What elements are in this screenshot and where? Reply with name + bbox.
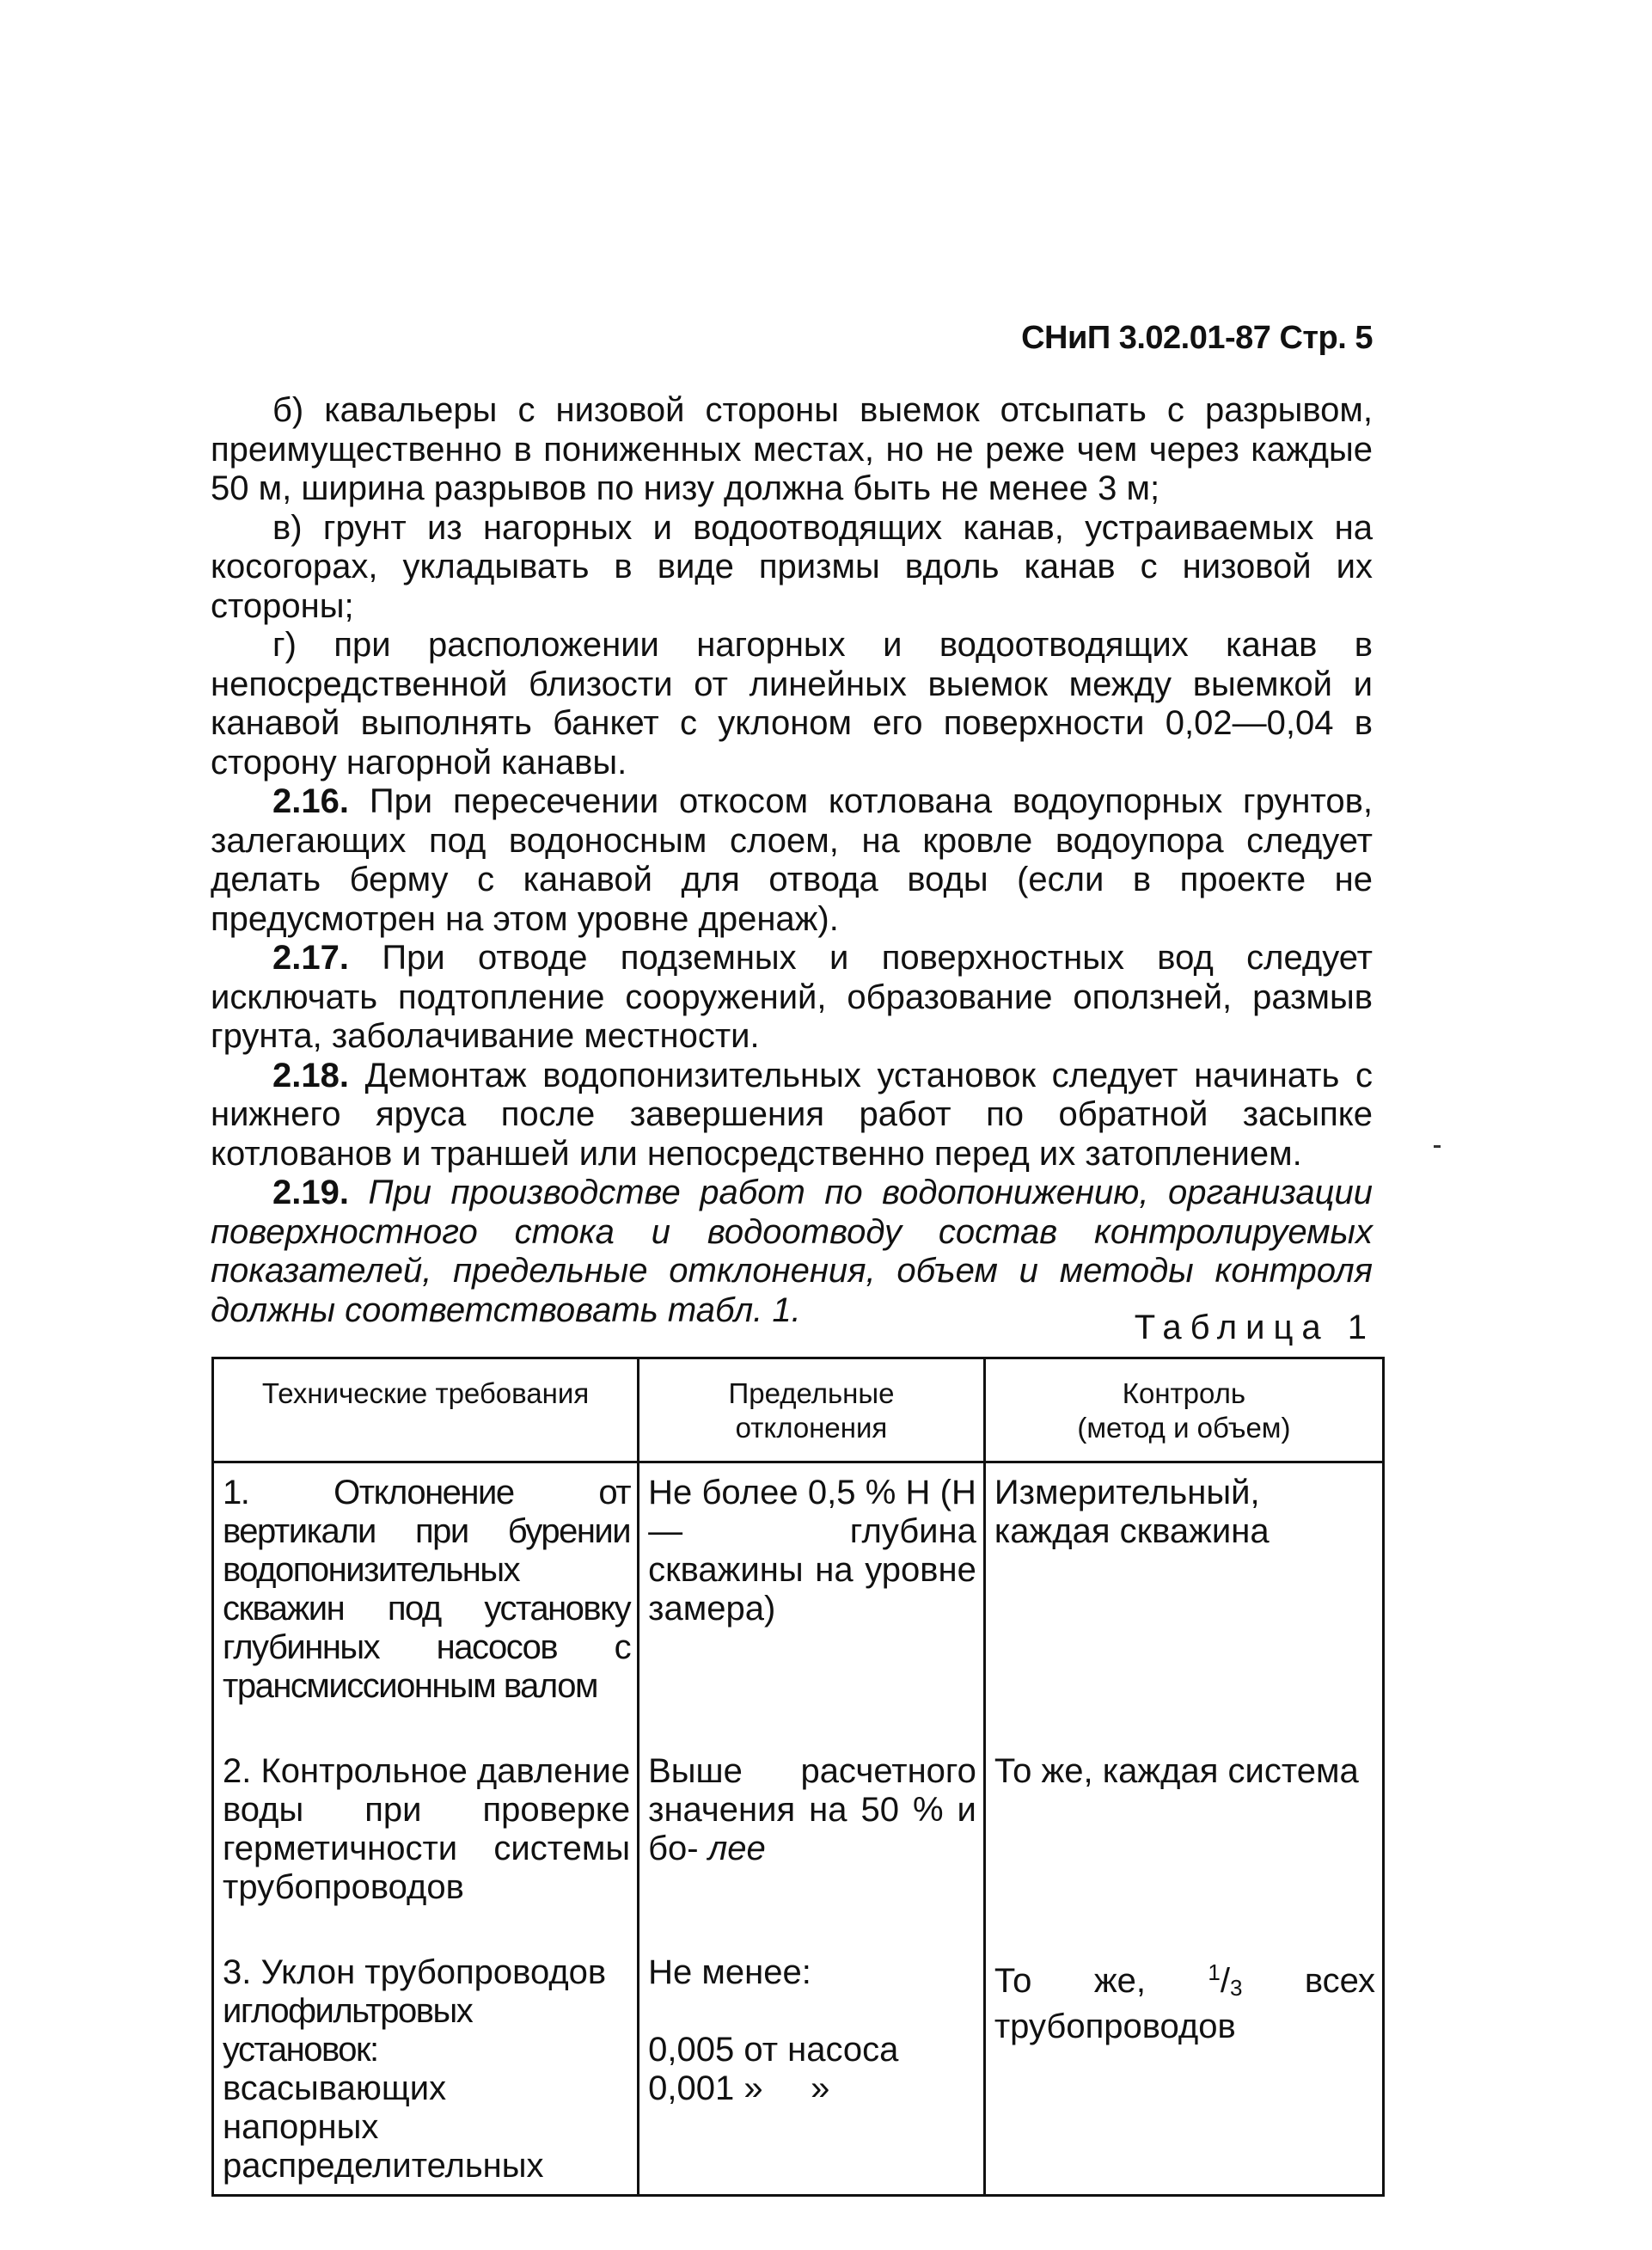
header-text: (метод и объем) (1077, 1412, 1291, 1444)
blank-line (648, 1992, 976, 2031)
fraction-numerator: 1 (1208, 1959, 1221, 1985)
table-row (213, 1462, 1384, 1743)
paragraph-number: 2.19. (272, 1174, 349, 1211)
cell-control: То же, каждая система (984, 1742, 1383, 1943)
cell-deviation (639, 1742, 985, 1943)
paragraph-text: Демонтаж водопонизительных установок следует начинать с нижнего яруса после завершения работ по обратной засыпке котлованов и траншей или непосредственно перед их затоплением. (211, 1056, 1373, 1173)
requirement-line: напорных распределительных (223, 2108, 544, 2185)
paragraph-v: в) грунт из нагорных и водоотводящих канав, устраиваемых на косогорах, укладывать в виде призмы вдоль канав с низовой их стороны; (211, 508, 1373, 625)
paragraph-text: При пересечении откосом котлована водоупорных грунтов, залегающих под водоносным слоем, на кровле водоупора следует делать берму с канавой для отвода воды (если в проекте не предусмотрен на этом уровне дренаж). (211, 782, 1373, 938)
header-deviations (639, 1358, 985, 1462)
requirement-line: иглофильтровых установок: (223, 1992, 473, 2069)
paragraph-b: б) кавальеры с низовой стороны выемок отсыпать с разрывом, преимущественно в пониженных местах, но не реже чем через каждые 50 м, ширина разрывов по низу должна быть не менее 3 м; (211, 391, 1373, 507)
table-row (213, 1943, 1384, 2196)
scan-artifact (1434, 1145, 1441, 1148)
fraction-denominator: 3 (1229, 1975, 1243, 2001)
cell-control (984, 1943, 1383, 2196)
deviation-line: Не менее: (648, 1953, 811, 1991)
paragraph-text: При отводе подземных и поверхностных вод следует исключать подтопление сооружений, образование оползней, размыв грунта, заболачивание местности. (211, 939, 1373, 1055)
body-text (211, 391, 1373, 1330)
control-suffix: всех трубопроводов (994, 1962, 1375, 2045)
deviation-text-italic: лее (707, 1830, 766, 1867)
table-caption: Таблица 1 (1134, 1309, 1375, 1346)
requirement-line: всасывающих (223, 2069, 447, 2107)
table-row (213, 1742, 1384, 1943)
deviation-line: 0,001 » » (648, 2069, 830, 2107)
header-text: отклонения (735, 1412, 888, 1444)
header-text: Предельные (728, 1377, 895, 1409)
deviation-text: Выше расчетного значения на 50 % и бо- (648, 1752, 976, 1867)
deviation-line: 0,005 от насоса (648, 2031, 899, 2069)
paragraph-number: 2.17. (272, 939, 349, 977)
paragraph-2-16 (211, 782, 1373, 939)
header-control (984, 1358, 1383, 1462)
cell-requirement (213, 1943, 639, 2196)
cell-requirement: 1. Отклонение от вертикали при бурении водопонизительных скважин под установку глубинных насосов с трансмиссионным валом (213, 1462, 639, 1743)
header-technical-requirements: Технические требования (213, 1358, 639, 1462)
cell-control: Измерительный, каждая скважина (984, 1462, 1383, 1743)
control-prefix: То же, (994, 1962, 1146, 2000)
table-header-row (213, 1358, 1384, 1462)
cell-deviation: Не более 0,5 % Н (Н — глубина скважины на уровне замера) (639, 1462, 985, 1743)
cell-requirement: 2. Контрольное давление воды при проверке герметичности системы трубопроводов (213, 1742, 639, 1943)
paragraph-text: При производстве работ по водопонижению, организации поверхностного стока и водоотводу состав контролируемых показателей, предельные отклонения, объем и методы контроля должны соответствовать табл. 1. (211, 1174, 1374, 1329)
paragraph-2-18 (211, 1057, 1373, 1174)
header-text: Контроль (1122, 1377, 1246, 1409)
cell-deviation (639, 1943, 985, 2196)
paragraph-number: 2.16. (272, 782, 349, 820)
requirements-table (211, 1357, 1385, 2197)
paragraph-number: 2.18. (272, 1056, 349, 1094)
requirement-line: 3. Уклон трубопроводов (223, 1953, 607, 1991)
paragraph-2-19 (211, 1174, 1373, 1330)
running-header: СНиП 3.02.01-87 Стр. 5 (1021, 320, 1373, 356)
paragraph-2-17 (211, 939, 1373, 1057)
fraction: $^1$/3 (1208, 1959, 1243, 2001)
paragraph-g: г) при расположении нагорных и водоотводящих канав в непосредственной близости от линейных выемок между выемкой и канавой выполнять банкет с уклоном его поверхности 0,02—0,04 в сторону нагорной канавы. (211, 626, 1373, 782)
